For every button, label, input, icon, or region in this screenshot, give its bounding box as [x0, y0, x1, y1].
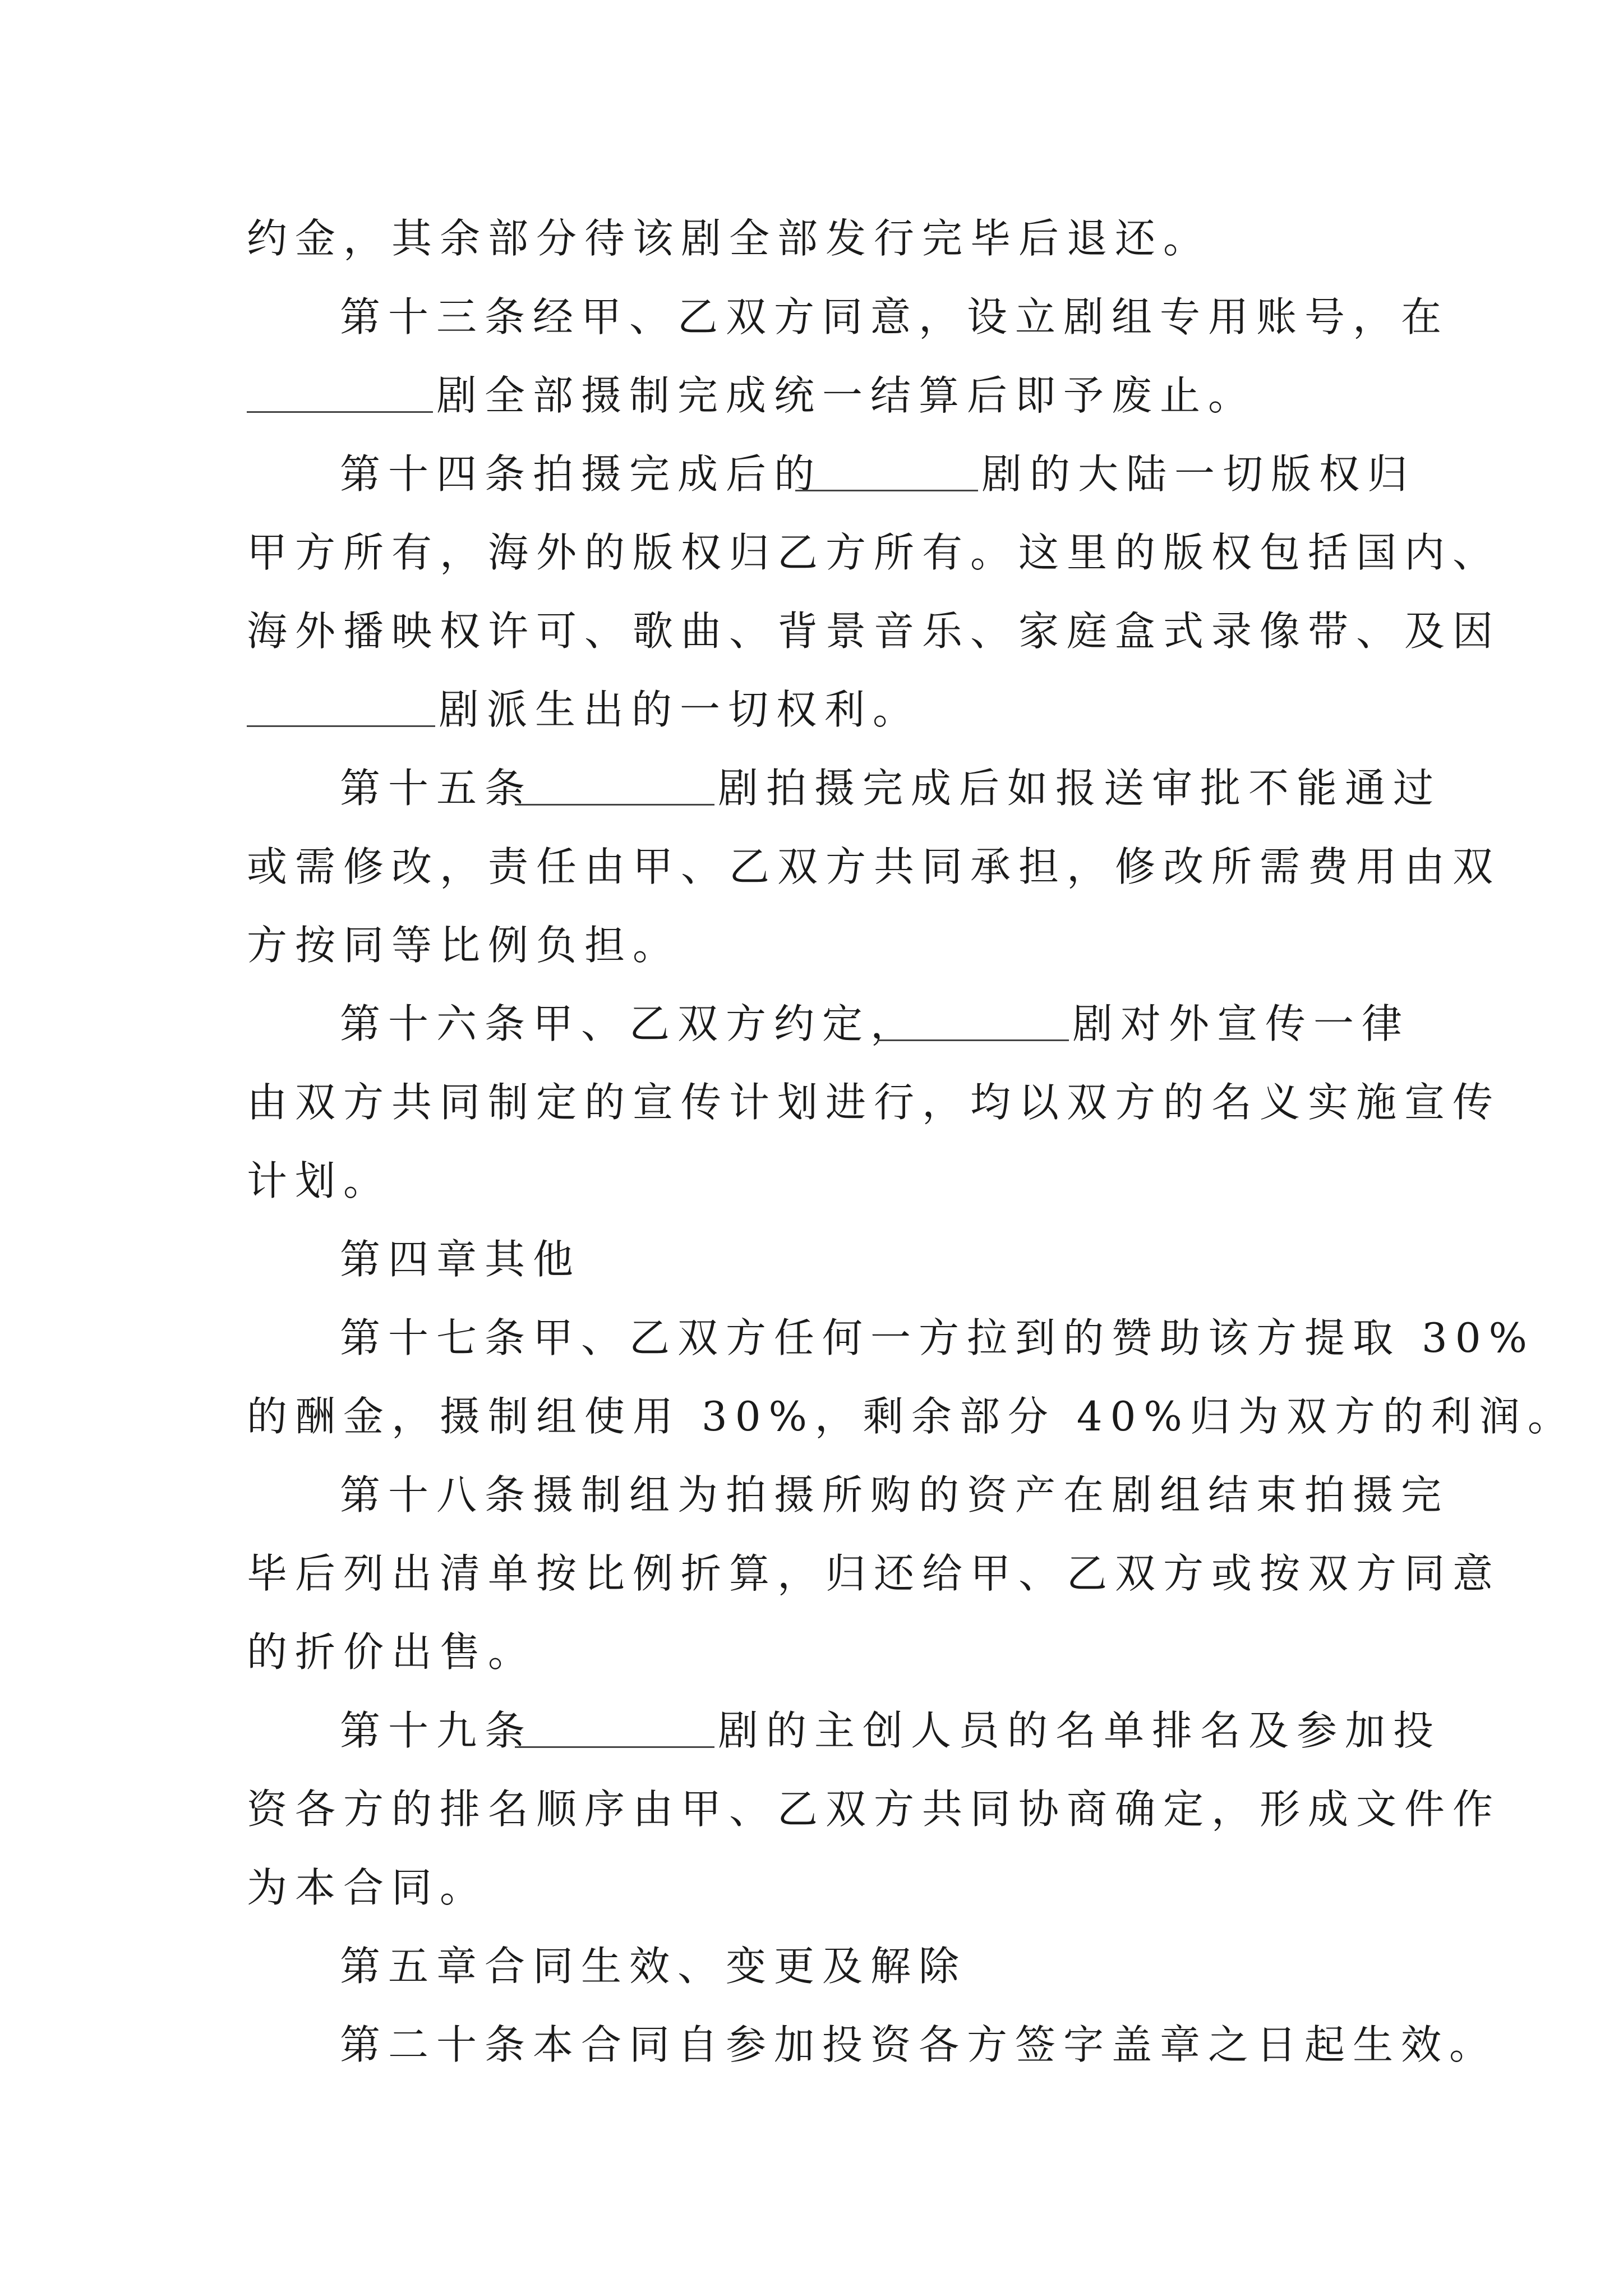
text-segment: 剧全部摄制完成统一结算后即予废止。 — [436, 372, 1257, 419]
text-segment: 第二十条本合同自参加投资各方签字盖章之日起生效。 — [340, 2021, 1498, 2068]
chapter-heading: 第五章合同生效、变更及解除 — [340, 1943, 967, 1990]
fill-in-blank — [878, 1039, 1069, 1041]
text-segment: 第十八条摄制组为拍摄所购的资产在剧组结束拍摄完 — [340, 1471, 1450, 1519]
text-segment: 的折价出售。 — [247, 1628, 537, 1676]
text-segment: 第十六条甲、乙双方约定， — [340, 1000, 919, 1047]
fill-in-blank — [515, 1746, 714, 1748]
text-segment: 由双方共同制定的宣传计划进行，均以双方的名义实施宣传 — [247, 1079, 1501, 1126]
text-segment: 第十七条甲、乙双方任何一方拉到的赞助该方提取 30% — [340, 1314, 1535, 1361]
text-segment: 剧的主创人员的名单排名及参加投 — [718, 1707, 1442, 1754]
text-segment: 为本合同。 — [247, 1864, 488, 1911]
text-segment: 资各方的排名顺序由甲、乙双方共同协商确定，形成文件作 — [247, 1786, 1501, 1833]
text-segment: 毕后列出清单按比例折算，归还给甲、乙双方或按双方同意 — [247, 1550, 1501, 1597]
text-segment: 约金，其余部分待该剧全部发行完毕后退还。 — [247, 215, 1212, 262]
text-segment: 或需修改，责任由甲、乙双方共同承担，修改所需费用由双 — [247, 843, 1501, 890]
text-segment: 剧对外宣传一律 — [1072, 1000, 1410, 1047]
text-segment: 剧派生出的一切权利。 — [439, 686, 921, 733]
fill-in-blank — [795, 490, 978, 491]
text-segment: 第十三条经甲、乙双方同意，设立剧组专用账号，在 — [340, 293, 1450, 341]
text-segment: 第十九条 — [340, 1707, 533, 1754]
fill-in-blank — [515, 804, 714, 806]
chapter-heading: 第四章其他 — [340, 1236, 582, 1283]
text-segment: 剧的大陆一切版权归 — [981, 450, 1416, 498]
text-segment: 剧拍摄完成后如报送审批不能通过 — [718, 765, 1442, 812]
fill-in-blank — [247, 411, 433, 413]
text-segment: 第十四条拍摄完成后的 — [340, 450, 823, 498]
fill-in-blank — [247, 725, 435, 727]
text-segment: 海外播映权许可、歌曲、背景音乐、家庭盒式录像带、及因 — [247, 608, 1501, 655]
text-segment: 方按同等比例负担。 — [247, 922, 681, 969]
text-segment: 第十五条 — [340, 765, 533, 812]
text-segment: 甲方所有，海外的版权归乙方所有。这里的版权包括国内、 — [247, 529, 1501, 576]
text-segment: 计划。 — [247, 1157, 392, 1204]
text-segment: 的酬金，摄制组使用 30%，剩余部分 40%归为双方的利润。 — [247, 1393, 1576, 1440]
